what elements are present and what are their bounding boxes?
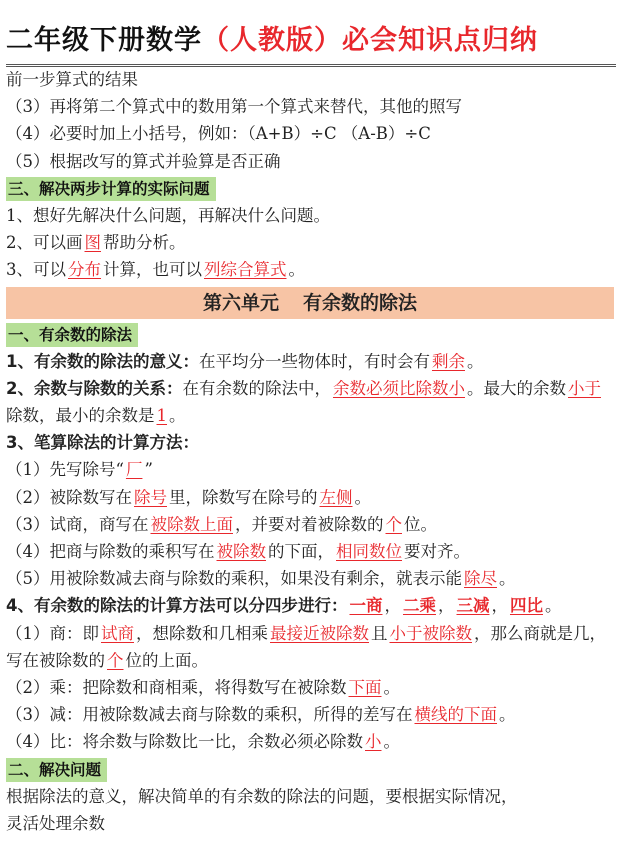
- answer-blank: 被除数: [216, 542, 266, 562]
- answer-blank: 剩余: [431, 351, 465, 371]
- text: 。: [354, 487, 371, 507]
- answer-blank: 除尽: [464, 569, 497, 589]
- answer-blank: 相同数位: [336, 542, 402, 562]
- section-heading-row: [6, 175, 614, 202]
- text-line: 根据除法的意义，解决简单的有余数的除法的问题，要根据实际情况，: [6, 786, 518, 806]
- list-item: [6, 375, 614, 429]
- text: 。: [499, 569, 516, 589]
- text-line: （3）再将第二个算式中的数用第一个算式来替代，其他的照写: [6, 97, 462, 117]
- list-item: [6, 348, 614, 375]
- answer-blank: 被除数上面: [150, 514, 233, 534]
- list-item: 1、想好先解决什么问题，再解决什么问题。: [6, 205, 330, 225]
- title-part2: （人教版）: [202, 25, 342, 56]
- sub-item: [6, 674, 614, 701]
- item-label: 2、余数与除数的关系：: [6, 378, 183, 398]
- text-line: 灵活处理余数: [6, 813, 105, 833]
- answer-blank: 余数必须比除数小: [332, 378, 465, 398]
- text: 3、可以: [6, 260, 66, 280]
- unit-name: 有余数的除法: [303, 291, 418, 314]
- list-item: [6, 592, 614, 619]
- text: 。: [466, 351, 484, 371]
- text: 在有余数的除法中，: [182, 378, 331, 398]
- text: 在平均分一些物体时，有时会有: [198, 351, 430, 371]
- unit-title-bar: [6, 287, 614, 319]
- answer-blank: 四比: [509, 596, 543, 616]
- answer-blank: 厂: [125, 460, 143, 480]
- text: 位。: [404, 514, 437, 534]
- answer-blank: 小: [365, 732, 382, 752]
- answer-blank: 除号: [134, 487, 167, 507]
- answer-blank: 一商: [349, 596, 383, 616]
- item-label: 1、有余数的除法的意义：: [6, 351, 199, 371]
- text: 且: [371, 623, 388, 643]
- section-heading-row: [6, 321, 614, 348]
- text: （3）减：用被除数减去商与除数的乘积，所得的差写在: [6, 705, 413, 725]
- item-label: 4、有余数的除法的计算方法可以分四步进行：: [6, 596, 348, 616]
- text-line: 前一步算式的结果: [6, 70, 138, 89]
- section-heading-row: [6, 756, 614, 783]
- text: 。: [499, 705, 516, 725]
- text: 。: [383, 678, 400, 698]
- answer-blank: 列综合算式: [204, 260, 287, 280]
- text: ”: [144, 460, 153, 480]
- text: ，想除数和几相乘: [136, 623, 268, 643]
- separator: ，: [437, 596, 455, 616]
- text-line: （4）必要时加上小括号，例如：（A+B）÷C （A-B）÷C: [6, 124, 431, 144]
- answer-blank: 横线的下面: [414, 705, 497, 725]
- text: （2）被除数写在: [6, 487, 132, 507]
- separator: ，: [384, 596, 401, 616]
- page-title: [6, 18, 538, 57]
- list-item: [6, 229, 614, 256]
- item-label: 3、笔算除法的计算方法：: [6, 433, 199, 453]
- text: （3）试商，商写在: [6, 514, 149, 534]
- text: （4）比：将余数与除数比一比，余数必须必除数: [6, 732, 363, 752]
- answer-blank: 小于被除数: [389, 623, 472, 643]
- answer-blank: 个: [385, 514, 402, 534]
- sub-item: [6, 701, 614, 728]
- text: （1）先写除号“: [6, 460, 124, 480]
- text: ，那么商就是几，写在被除数的: [6, 623, 606, 670]
- text: 的下面，: [268, 542, 334, 562]
- section-heading: 一、有余数的除法: [6, 323, 138, 347]
- text: 要对齐。: [404, 542, 470, 562]
- sub-item: [6, 511, 614, 538]
- answer-blank: 分布: [68, 260, 101, 280]
- text: 。: [383, 732, 400, 752]
- text: （4）把商与除数的乘积写在: [6, 542, 215, 562]
- answer-blank: 左侧: [319, 487, 353, 507]
- text: 。最大的余数: [466, 378, 566, 398]
- sub-item: [6, 484, 614, 511]
- unit-number: 第六单元: [202, 291, 279, 314]
- list-item: [6, 429, 614, 456]
- text: 里，除数写在除号的: [169, 487, 318, 507]
- title-part1: 二年级下册数学: [6, 25, 202, 56]
- text: （5）用被除数减去商与除数的乘积，如果没有剩余，就表示能: [6, 569, 462, 589]
- answer-blank: 试商: [101, 623, 134, 643]
- text: 计算，也可以: [103, 260, 202, 280]
- section-heading: 二、解决问题: [6, 758, 107, 782]
- text: （1）商：即: [6, 623, 99, 643]
- text: 。: [544, 596, 562, 616]
- text-line: （5）根据改写的算式并验算是否正确: [6, 151, 281, 171]
- separator: ，: [491, 596, 508, 616]
- answer-blank: 下面: [348, 678, 382, 698]
- sub-item: [6, 456, 614, 483]
- answer-blank: 小于: [567, 378, 601, 398]
- answer-blank: 图: [84, 233, 101, 253]
- title-part3: 必会知识点归纳: [342, 25, 538, 56]
- text: 2、可以画: [6, 233, 83, 253]
- page-header: [6, 0, 616, 67]
- text: 。: [169, 406, 186, 426]
- text: 除数，最小的余数是: [6, 406, 155, 426]
- answer-blank: 个: [107, 650, 124, 670]
- sub-item: [6, 620, 614, 674]
- answer-blank: 三减: [456, 596, 490, 616]
- sub-item: [6, 538, 614, 565]
- sub-item: [6, 728, 614, 755]
- answer-blank: 1: [156, 406, 167, 426]
- section-heading: 三、解决两步计算的实际问题: [6, 177, 216, 201]
- sub-item: [6, 565, 614, 592]
- text: （2）乘：把除数和商相乘，将得数写在被除数: [6, 678, 347, 698]
- text: ，并要对着被除数的: [235, 514, 384, 534]
- list-item: [6, 256, 614, 283]
- text: 。: [288, 260, 305, 280]
- answer-blank: 二乘: [402, 596, 436, 616]
- answer-blank: 最接近被除数: [270, 623, 369, 643]
- text: 位的上面。: [125, 650, 208, 670]
- text: 帮助分析。: [103, 233, 186, 253]
- document-body: [6, 66, 614, 837]
